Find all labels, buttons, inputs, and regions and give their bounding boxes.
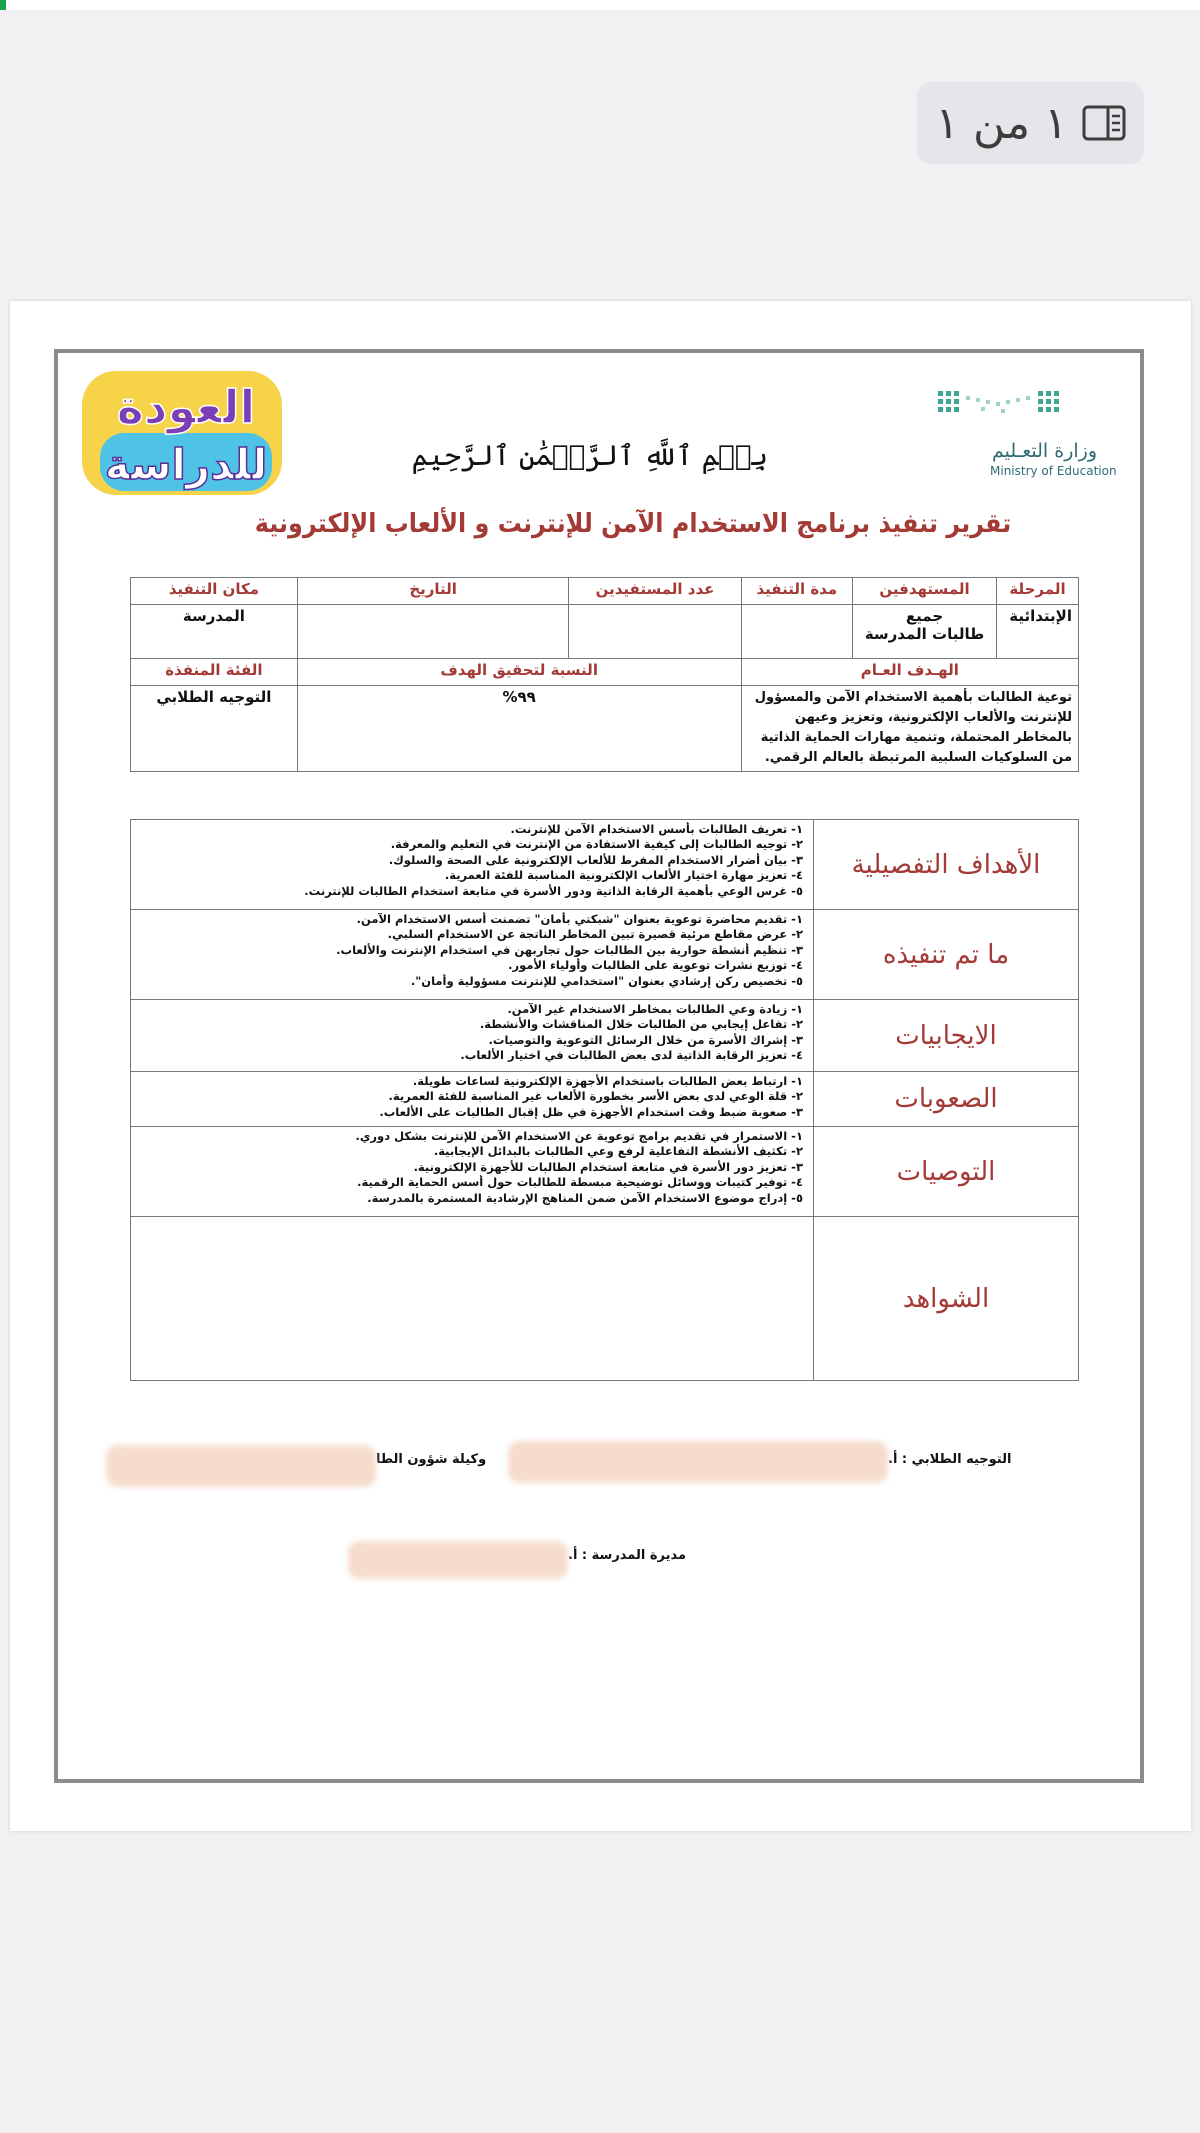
rate-value: ٩٩% <box>297 686 741 772</box>
info-value-row <box>131 605 1079 659</box>
header-stage: المرحلة <box>997 578 1079 605</box>
done-row <box>131 910 1079 1000</box>
list-item: ١- الاستمرار في تقديم برامج توعوية عن الاستخدام الآمن للإنترنت بشكل دوري. <box>355 1129 803 1143</box>
recommendations-row <box>131 1127 1079 1217</box>
list-item: ٥- إدراج موضوع الاستخدام الآمن ضمن المناهج الإرشادية المستمرة بالمدرسة. <box>367 1190 803 1205</box>
page-indicator-text: ١ من ١ <box>935 97 1068 149</box>
positives-list <box>131 1000 814 1072</box>
counselor-signature: التوجيه الطلابي : أ. <box>888 1452 1012 1467</box>
recommendations-label: التوصيات <box>814 1127 1079 1217</box>
difficulties-label: الصعوبات <box>814 1072 1079 1127</box>
list-item: ٣- بيان أضرار الاستخدام المفرط للألعاب الإلكترونية على الصحة والسلوك. <box>388 852 803 867</box>
target-line-1: جميع <box>905 607 944 625</box>
positives-row <box>131 1000 1079 1072</box>
redacted-name <box>508 1441 888 1483</box>
list-item: ٣- تنظيم أنشطة حوارية بين الطالبات حول تجاربهن في استخدام الإنترنت والألعاب. <box>336 942 803 957</box>
list-item: ٥- غرس الوعي بأهمية الرقابة الذاتية ودور الأسرة في متابعة استخدام الطالبات للإنترنت. <box>304 883 803 898</box>
team-value: التوجيه الطلابي <box>131 686 298 772</box>
evidence-content <box>131 1217 814 1381</box>
rate-header: النسبة لتحقيق الهدف <box>297 659 741 686</box>
target-line-2: طالبات المدرسة <box>864 625 985 643</box>
list-item: ٤- توزيع نشرات توعوية على الطالبات وأولياء الأمور. <box>508 958 803 973</box>
done-label: ما تم تنفيذه <box>814 910 1079 1000</box>
list-item: ٣- إشراك الأسرة من خلال الرسائل التوعوية والتوصيات. <box>488 1032 803 1047</box>
page-layout-icon <box>1082 105 1126 141</box>
objectives-row <box>131 820 1079 910</box>
goal-value-row <box>131 686 1079 772</box>
header-beneficiaries: عدد المستفيدين <box>569 578 741 605</box>
difficulties-row <box>131 1072 1079 1127</box>
list-item: ٢- تفاعل إيجابي من الطالبات خلال المناقشات والأنشطة. <box>479 1017 803 1032</box>
document-page <box>10 301 1191 1831</box>
done-list <box>131 910 814 1000</box>
list-item: ٢- عرض مقاطع مرئية قصيرة تبين المخاطر الناتجة عن الاستخدام السلبي. <box>387 927 803 942</box>
date-value <box>297 605 569 659</box>
page-frame <box>54 349 1144 1783</box>
list-item: ٤- تعزيز مهارة اختيار الألعاب الإلكترونية المناسبة للفئة العمرية. <box>444 868 803 883</box>
evidence-row <box>131 1217 1079 1381</box>
redacted-name <box>348 1541 568 1579</box>
details-table <box>130 819 1079 1381</box>
back-to-school-logo <box>78 367 288 499</box>
list-item: ٤- توفير كتيبات ووسائل توضيحية مبسطة للطالبات حول أسس الحماية الرقمية. <box>357 1175 803 1190</box>
principal-signature: مديرة المدرسة : أ. <box>568 1548 687 1563</box>
goal-text: توعية الطالبات بأهمية الاستخدام الآمن والمسؤول للإنترنت والألعاب الإلكترونية، وتعزيز وعيهن بالمخاطر المحتملة، وتنمية مهارات الحماية الذاتية من السلوكيات السلبية المرتبطة بالعالم الرقمي. <box>741 686 1078 772</box>
list-item: ٢- توجيه الطالبات إلى كيفية الاستفادة من الإنترنت في التعليم والمعرفة. <box>390 837 803 852</box>
info-table <box>130 577 1079 772</box>
redacted-name <box>106 1445 376 1487</box>
vice-signature: وكيلة شؤون الطا <box>376 1452 487 1467</box>
objectives-list <box>131 820 814 910</box>
goal-header-row <box>131 659 1079 686</box>
target-value <box>853 605 997 659</box>
back-to-school-text-2: للدراسة <box>104 440 268 489</box>
list-item: ٥- تخصيص ركن إرشادي بعنوان "استخدامي للإنترنت مسؤولية وأمان". <box>410 973 803 988</box>
basmala: بِسۡمِ ٱللَّهِ ٱلرَّحۡمَٰنِ ٱلرَّحِيمِ <box>411 439 768 472</box>
back-to-school-text-1: العودة <box>116 380 256 434</box>
recommendations-list <box>131 1127 814 1217</box>
stage-value: الإبتدائية <box>997 605 1079 659</box>
positives-label: الايجابيات <box>814 1000 1079 1072</box>
list-item: ٣- تعزيز دور الأسرة في متابعة استخدام الطالبات للأجهزة الإلكترونية. <box>413 1159 803 1174</box>
status-indicator <box>0 0 6 10</box>
ministry-name-ar: وزارة التعـليم <box>992 440 1098 462</box>
list-item: ٣- صعوبة ضبط وقت استخدام الأجهزة في ظل إقبال الطالبات على الألعاب. <box>379 1104 803 1119</box>
list-item: ٢- قلة الوعي لدى بعض الأسر بخطورة الألعاب غير المناسبة للفئة العمرية. <box>388 1089 803 1104</box>
list-item: ٤- تعزيز الرقابة الذاتية لدى بعض الطالبات في اختيار الألعاب. <box>460 1048 803 1063</box>
status-bar-edge <box>0 0 1200 10</box>
ministry-name-en: Ministry of Education <box>990 464 1117 478</box>
evidence-label: الشواهد <box>814 1217 1079 1381</box>
list-item: ١- زيادة وعي الطالبات بمخاطر الاستخدام غير الآمن. <box>507 1002 803 1016</box>
header-target: المستهدفين <box>853 578 997 605</box>
goal-header: الهـدف العـام <box>741 659 1078 686</box>
place-value: المدرسة <box>131 605 298 659</box>
list-item: ١- ارتباط بعض الطالبات باستخدام الأجهزة الإلكترونية لساعات طويلة. <box>412 1074 803 1088</box>
page-indicator[interactable] <box>917 82 1144 164</box>
header-place: مكان التنفيذ <box>131 578 298 605</box>
beneficiaries-value <box>569 605 741 659</box>
team-header: الفئة المنفذة <box>131 659 298 686</box>
report-title: تقرير تنفيذ برنامج الاستخدام الآمن للإنترنت و الألعاب الإلكترونية <box>254 509 1012 539</box>
objectives-label: الأهداف التفصيلية <box>814 820 1079 910</box>
duration-value <box>741 605 852 659</box>
list-item: ٢- تكثيف الأنشطة التفاعلية لرفع وعي الطالبات بالبدائل الإيجابية. <box>433 1144 803 1159</box>
info-header-row <box>131 578 1079 605</box>
list-item: ١- تعريف الطالبات بأسس الاستخدام الآمن للإنترنت. <box>510 822 803 836</box>
header-duration: مدة التنفيذ <box>741 578 852 605</box>
difficulties-list <box>131 1072 814 1127</box>
list-item: ١- تقديم محاضرة توعوية بعنوان "شبكتي بأمان" تضمنت أسس الاستخدام الآمن. <box>356 912 803 926</box>
header-date: التاريخ <box>297 578 569 605</box>
